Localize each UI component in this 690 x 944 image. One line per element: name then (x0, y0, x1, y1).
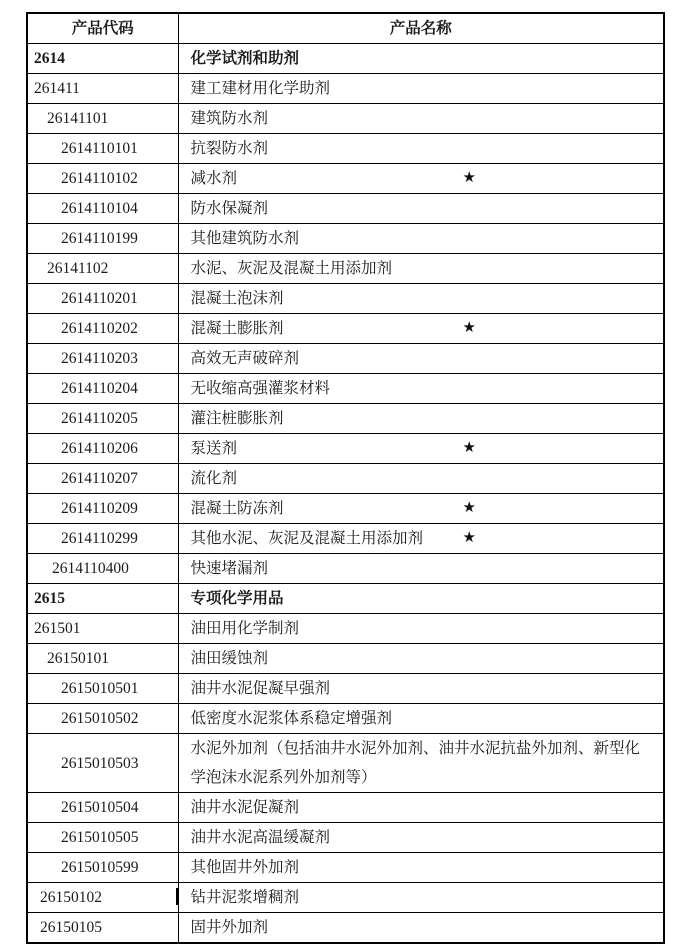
product-name-cell (178, 853, 664, 883)
product-code-table (26, 12, 665, 944)
table-row (27, 704, 664, 734)
product-code-cell: 2614110204 (27, 374, 178, 404)
product-name-text: 高效无声破碎剂 (190, 350, 300, 367)
product-name-text: 专项化学用品 (190, 590, 284, 607)
table-row (27, 853, 664, 883)
product-name-text: 混凝土膨胀剂 (190, 320, 284, 337)
product-code-cell: 2614110209 (27, 494, 178, 524)
product-name-cell (178, 554, 664, 584)
product-name-cell (178, 44, 664, 74)
table-row (27, 284, 664, 314)
product-name-cell (178, 464, 664, 494)
product-name-text: 灌注桩膨胀剂 (190, 410, 284, 427)
product-name-text: 建筑防水剂 (190, 110, 269, 127)
table-row (27, 104, 664, 134)
product-code-cell: 261501 (27, 614, 178, 644)
product-name-cell (178, 913, 664, 944)
product-code-cell: 261411 (27, 74, 178, 104)
star-icon: ★ (462, 530, 476, 546)
product-name-text: 油井水泥促凝剂 (190, 799, 300, 816)
product-name-text: 无收缩高强灌浆材料 (190, 380, 331, 397)
product-name-cell (178, 254, 664, 284)
product-name-cell (178, 134, 664, 164)
product-name-text: 固井外加剂 (190, 919, 269, 936)
product-name-text: 油井水泥高温缓凝剂 (190, 829, 331, 846)
product-name-text: 油田用化学制剂 (190, 620, 300, 637)
product-code-cell: 2615010599 (27, 853, 178, 883)
table-row (27, 554, 664, 584)
product-name-text: 抗裂防水剂 (190, 140, 269, 157)
table-row (27, 674, 664, 704)
table-row (27, 74, 664, 104)
table-row (27, 314, 664, 344)
table-row (27, 194, 664, 224)
product-name-cell (178, 494, 664, 524)
product-name-text: 混凝土泡沫剂 (190, 290, 284, 307)
table-row (27, 434, 664, 464)
product-name-text: 其他固井外加剂 (190, 859, 300, 876)
table-header-row (27, 13, 664, 44)
product-name-text: 流化剂 (190, 470, 238, 487)
product-name-cell (178, 224, 664, 254)
product-name-cell (178, 284, 664, 314)
product-name-cell (178, 194, 664, 224)
product-name-cell (178, 614, 664, 644)
product-code-cell: 2614110201 (27, 284, 178, 314)
product-name-cell (178, 164, 664, 194)
product-name-text: 减水剂 (190, 170, 238, 187)
table-row (27, 464, 664, 494)
product-name-text: 其他水泥、灰泥及混凝土用添加剂 (190, 530, 424, 547)
product-name-cell (178, 644, 664, 674)
column-header-product-name: 产品名称 (178, 13, 664, 44)
product-code-cell: 2615010501 (27, 674, 178, 704)
star-icon: ★ (462, 500, 476, 516)
product-code-cell: 2614110205 (27, 404, 178, 434)
table-row (27, 344, 664, 374)
product-name-cell (178, 404, 664, 434)
product-name-text: 低密度水泥浆体系稳定增强剂 (190, 710, 393, 727)
product-name-cell (178, 734, 664, 793)
product-name-text: 防水保凝剂 (190, 200, 269, 217)
table-divider-border-stub (176, 888, 178, 905)
product-name-cell (178, 314, 664, 344)
table-row (27, 404, 664, 434)
table-row (27, 734, 664, 793)
product-name-cell (178, 823, 664, 853)
table-row (27, 374, 664, 404)
product-name-text: 混凝土防冻剂 (190, 500, 284, 517)
table-row (27, 793, 664, 823)
product-code-cell: 2614110206 (27, 434, 178, 464)
product-name-cell (178, 74, 664, 104)
product-name-cell (178, 793, 664, 823)
product-name-text: 钻井泥浆增稠剂 (190, 889, 300, 906)
product-code-cell: 26150101 (27, 644, 178, 674)
product-code-cell: 2614110202 (27, 314, 178, 344)
product-code-cell: 2615 (27, 584, 178, 614)
product-code-cell: 26150102 (27, 883, 178, 913)
product-code-cell: 2614110207 (27, 464, 178, 494)
product-name-text: 泵送剂 (190, 440, 238, 457)
product-name-text: 化学试剂和助剂 (190, 50, 300, 67)
product-name-cell (178, 704, 664, 734)
product-name-cell (178, 883, 664, 913)
product-name-text: 水泥外加剂（包括油井水泥外加剂、油井水泥抗盐外加剂、新型化学泡沫水泥系列外加剂等） (190, 740, 641, 786)
product-code-cell: 2614110203 (27, 344, 178, 374)
table-row (27, 913, 664, 944)
table-row (27, 584, 664, 614)
table-row (27, 823, 664, 853)
table-row (27, 44, 664, 74)
product-name-cell (178, 434, 664, 464)
product-name-cell (178, 104, 664, 134)
product-name-text: 水泥、灰泥及混凝土用添加剂 (190, 260, 393, 277)
star-icon: ★ (462, 320, 476, 336)
table-row (27, 134, 664, 164)
star-icon: ★ (462, 170, 476, 186)
product-code-cell: 2614110104 (27, 194, 178, 224)
product-code-cell: 2614110199 (27, 224, 178, 254)
product-name-text: 油井水泥促凝早强剂 (190, 680, 331, 697)
star-icon: ★ (462, 440, 476, 456)
column-header-product-code: 产品代码 (27, 13, 178, 44)
product-code-cell: 26150105 (27, 913, 178, 944)
product-code-cell: 2615010503 (27, 734, 178, 793)
table-row (27, 224, 664, 254)
table-left-border-stub (26, 888, 28, 905)
product-code-cell: 2614 (27, 44, 178, 74)
product-name-text: 油田缓蚀剂 (190, 650, 269, 667)
table-row (27, 494, 664, 524)
product-name-text: 建工建材用化学助剂 (190, 80, 331, 97)
table-row (27, 614, 664, 644)
product-name-cell (178, 674, 664, 704)
product-code-cell: 26141102 (27, 254, 178, 284)
table-row (27, 164, 664, 194)
product-code-cell: 2615010502 (27, 704, 178, 734)
table-row (27, 524, 664, 554)
product-code-cell: 2615010505 (27, 823, 178, 853)
table-row (27, 883, 664, 913)
product-name-cell (178, 374, 664, 404)
product-code-cell: 26141101 (27, 104, 178, 134)
table-row (27, 254, 664, 284)
product-name-cell (178, 584, 664, 614)
product-code-cell: 2614110101 (27, 134, 178, 164)
product-code-cell: 2614110299 (27, 524, 178, 554)
product-code-cell: 2614110400 (27, 554, 178, 584)
product-name-cell (178, 524, 664, 554)
table-row (27, 644, 664, 674)
product-name-text: 快速堵漏剂 (190, 560, 269, 577)
product-code-cell: 2614110102 (27, 164, 178, 194)
product-name-text: 其他建筑防水剂 (190, 230, 300, 247)
product-code-cell: 2615010504 (27, 793, 178, 823)
product-name-cell (178, 344, 664, 374)
